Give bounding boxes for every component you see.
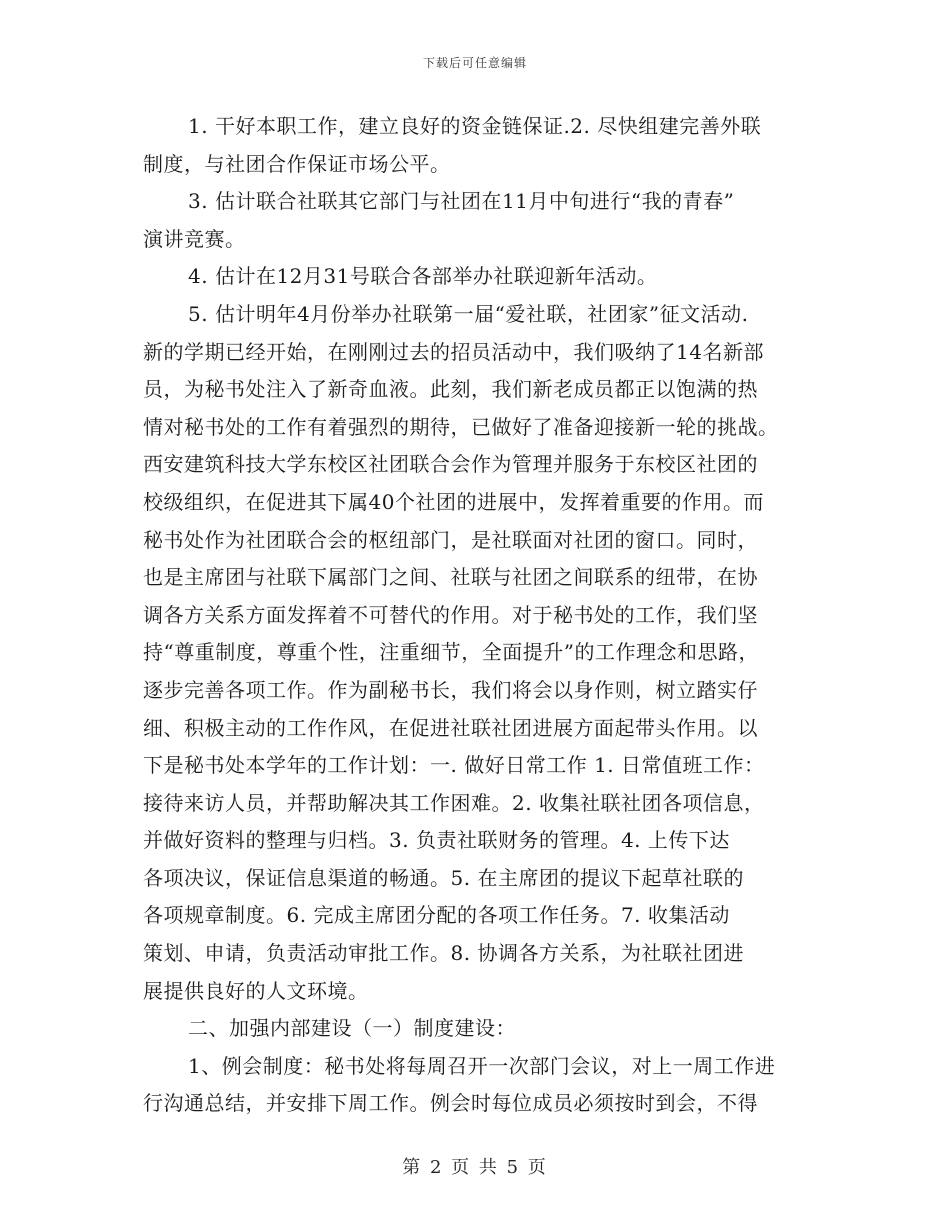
paragraph-line: 秘书处作为社团联合会的枢纽部门，是社联面对社团的窗口。同时， (143, 527, 758, 552)
paragraph-line: 各项决议，保证信息渠道的畅通。5. 在主席团的提议下起草社联的 (143, 865, 744, 890)
paragraph-line: 接待来访人员，并帮助解决其工作困难。2. 收集社联社团各项信息， (143, 790, 765, 815)
paragraph-line: 行沟通总结，并安排下周工作。例会时每位成员必须按时到会，不得 (143, 1091, 758, 1116)
paragraph-line: 细、积极主动的工作作风，在促进社联社团进展方面起带头作用。以 (143, 715, 758, 740)
page-number-footer: 第 2 页 共 5 页 (402, 1157, 548, 1178)
paragraph-line: 下是秘书处本学年的工作计划：一. 做好日常工作 1. 日常值班工作： (143, 753, 765, 778)
paragraph-line: 员，为秘书处注入了新奇血液。此刻，我们新老成员都正以饱满的热 (143, 377, 758, 402)
paragraph-line: 西安建筑科技大学东校区社团联合会作为管理并服务于东校区社团的 (143, 452, 758, 477)
paragraph-line: 展提供良好的人文环境。 (143, 978, 369, 1003)
paragraph-line: 情对秘书处的工作有着强烈的期待，已做好了准备迎接新一轮的挑战。 (143, 414, 779, 439)
paragraph-line: 校级组织，在促进其下属40个社团的进展中，发挥着重要的作用。而 (143, 489, 764, 514)
paragraph-line: 也是主席团与社联下属部门之间、社联与社团之间联系的纽带，在协 (143, 565, 758, 590)
paragraph-line: 持“尊重制度，尊重个性，注重细节，全面提升”的工作理念和思路， (143, 640, 759, 665)
paragraph-line: 3. 估计联合社联其它部门与社团在11月中旬进行“我的青春” (188, 189, 735, 214)
paragraph-line: 并做好资料的整理与归档。3. 负责社联财务的管理。4. 上传下达 (143, 828, 730, 853)
section-heading: 二、加强内部建设（一）制度建设： (188, 1016, 516, 1041)
paragraph-line: 策划、申请，负责活动审批工作。8. 协调各方关系，为社联社团进 (143, 941, 744, 966)
paragraph-line: 1、例会制度：秘书处将每周召开一次部门会议，对上一周工作进 (188, 1053, 776, 1078)
paragraph-line: 调各方关系方面发挥着不可替代的作用。对于秘书处的工作，我们坚 (143, 602, 758, 627)
paragraph-line: 1. 干好本职工作，建立良好的资金链保证.2. 尽快组建完善外联 (188, 114, 762, 138)
paragraph-line: 5. 估计明年4月份举办社联第一届“爱社联，社团家”征文活动. (188, 301, 749, 326)
paragraph-line: 新的学期已经开始，在刚刚过去的招员活动中，我们吸纳了14名新部 (143, 339, 764, 364)
paragraph-line: 各项规章制度。6. 完成主席团分配的各项工作任务。7. 收集活动 (143, 903, 730, 928)
paragraph-line: 制度，与社团合作保证市场公平。 (143, 151, 451, 176)
paragraph-line: 4. 估计在12月31号联合各部举办社联迎新年活动。 (188, 264, 658, 289)
page-header: 下载后可任意编辑 (422, 56, 527, 70)
paragraph-line: 演讲竞赛。 (143, 226, 246, 251)
paragraph-line: 逐步完善各项工作。作为副秘书长，我们将会以身作则，树立踏实仔 (143, 677, 758, 702)
document-body (143, 108, 823, 1123)
